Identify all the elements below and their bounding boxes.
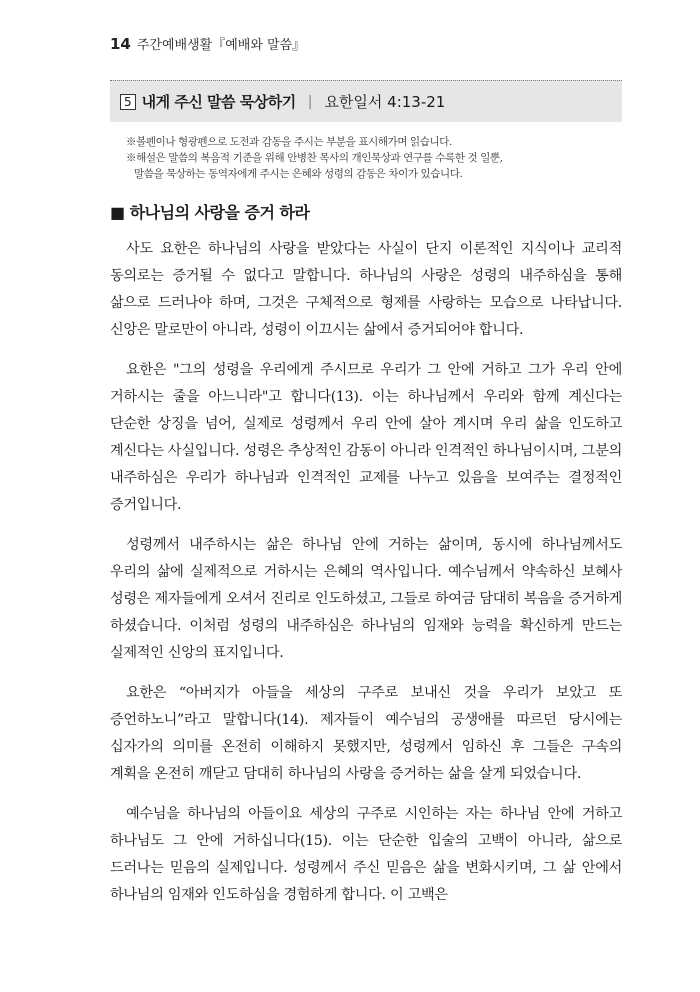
note-line: ※볼펜이나 형광펜으로 도전과 감동을 주시는 부분을 표시해가며 읽습니다. bbox=[126, 136, 452, 148]
section-title-bar bbox=[110, 80, 622, 122]
reading-notes bbox=[126, 134, 622, 182]
page-number: 14 bbox=[110, 35, 131, 53]
book-title: 주간예배생활『예배와 말씀』 bbox=[136, 38, 306, 53]
paragraph: 요한은 “아버지가 아들을 세상의 구주로 보내신 것을 우리가 보았고 또 증언하노니”라고 말합니다(14). 제자들이 예수님의 공생애를 따르던 당시에는 십자가의 의미를 온전히 이해하지 못했지만, 성령께서 임하신 후 그들은 구속의 계획을 온전히 깨닫고 담대히 하나님의 사랑을 증거하는 삶을 살게 되었습니다. bbox=[110, 685, 622, 782]
square-bullet-icon: ■ bbox=[110, 203, 125, 222]
scripture-reference: 요한일서 4:13-21 bbox=[324, 93, 446, 111]
section-number-box: 5 bbox=[120, 94, 136, 110]
subheading-text: 하나님의 사랑을 증거 하라 bbox=[129, 203, 310, 222]
paragraph: 사도 요한은 하나님의 사랑을 받았다는 사실이 단지 이론적인 지식이나 교리적 동의로는 증거될 수 없다고 말합니다. 하나님의 사랑은 성령의 내주하심을 통해 삶으로 드러나야 하며, 그것은 구체적으로 형제를 사랑하는 모습으로 나타납니다. 신앙은 말로만이 아니라, 성령이 이끄시는 삶에서 증거되어야 합니다. bbox=[110, 241, 622, 338]
section-title: 내게 주신 말씀 묵상하기 bbox=[141, 93, 296, 111]
running-header bbox=[110, 34, 305, 53]
body-text bbox=[110, 236, 622, 922]
note-line: ※해설은 말씀의 복음적 기준을 위해 안병찬 목사의 개인묵상과 연구를 수록한 것 일뿐, bbox=[126, 152, 503, 164]
note-line: 말씀을 묵상하는 동역자에게 주시는 은혜와 성령의 감동은 차이가 있습니다. bbox=[134, 168, 463, 180]
paragraph: 요한은 "그의 성령을 우리에게 주시므로 우리가 그 안에 거하고 그가 우리 안에 거하시는 줄을 아느니라"고 합니다(13). 이는 하나님께서 우리와 함께 계신다는 단순한 상징을 넘어, 실제로 성령께서 우리 안에 살아 계시며 우리 삶을 인도하고 계신다는 사실입니다. 성령은 추상적인 감동이 아니라 인격적인 하나님이시며, 그분의 내주하심은 우리가 하나님과 인격적인 교제를 나누고 있음을 보여주는 결정적인 증거입니다. bbox=[110, 362, 622, 513]
subheading bbox=[110, 200, 309, 223]
section-separator: | bbox=[307, 93, 313, 110]
paragraph: 예수님을 하나님의 아들이요 세상의 구주로 시인하는 자는 하나님 안에 거하고 하나님도 그 안에 거하십니다(15). 이는 단순한 입술의 고백이 아니라, 삶으로 드러나는 믿음의 실제입니다. 성령께서 주신 믿음은 삶을 변화시키며, 그 삶 안에서 하나님의 임재와 인도하심을 경험하게 합니다. 이 고백은 bbox=[110, 806, 622, 903]
paragraph: 성령께서 내주하시는 삶은 하나님 안에 거하는 삶이며, 동시에 하나님께서도 우리의 삶에 실제적으로 거하시는 은혜의 역사입니다. 예수님께서 약속하신 보혜사 성령은 제자들에게 오셔서 진리로 인도하셨고, 그들로 하여금 담대히 복음을 증거하게 하셨습니다. 이처럼 성령의 내주하심은 하나님의 임재와 능력을 확신하게 만드는 실제적인 신앙의 표지입니다. bbox=[110, 537, 622, 661]
